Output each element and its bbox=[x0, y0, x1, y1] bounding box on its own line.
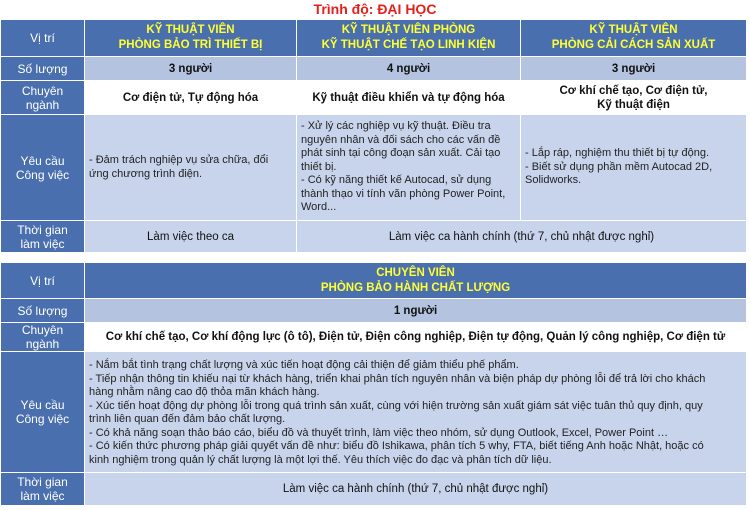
quantity-label: Số lượng bbox=[1, 57, 85, 81]
work-time-label: Thời gian làm việc bbox=[1, 221, 85, 253]
recruitment-table-1 bbox=[0, 19, 747, 253]
recruitment-table-2 bbox=[0, 262, 747, 506]
requirements-text: - Xử lý các nghiệp vụ kỹ thuật. Điều tra nguyên nhân và đối sách cho các vấn đề phát sinh tại công đoạn sản xuất. Cải tạo thiết bị. - Có kỹ năng thiết kế Autocad, sử dụng thành thạo vi tính văn phòng Power Point, Word... bbox=[297, 115, 521, 221]
major-value: Cơ điện tử, Tự động hóa bbox=[85, 81, 297, 115]
major-value: Cơ khí chế tạo, Cơ khí động lực (ô tô), Điện tử, Điện công nghiệp, Điện tự động, Quản lý công nghiệp, Cơ điện tử bbox=[85, 323, 747, 352]
page-title: Trình độ: ĐẠI HỌC bbox=[313, 1, 437, 17]
position-production-improvement: KỸ THUẬT VIÊN PHÒNG CẢI CÁCH SẢN XUẤT bbox=[521, 20, 747, 57]
work-time-value: Làm việc theo ca bbox=[85, 221, 297, 253]
requirements-label: Yêu cầu Công việc bbox=[1, 115, 85, 221]
quantity-value: 4 người bbox=[297, 57, 521, 81]
position-component-fabrication: KỸ THUẬT VIÊN PHÒNG KỸ THUẬT CHẾ TẠO LINH KIỆN bbox=[297, 20, 521, 57]
work-time-value: Làm việc ca hành chính (thứ 7, chủ nhật được nghỉ) bbox=[297, 221, 747, 253]
position-quality-warranty: CHUYÊN VIÊN PHÒNG BẢO HÀNH CHẤT LƯỢNG bbox=[85, 263, 747, 299]
major-value: Cơ khí chế tạo, Cơ điện tử, Kỹ thuật điện bbox=[521, 81, 747, 115]
quantity-value: 3 người bbox=[85, 57, 297, 81]
position-label: Vị trí bbox=[1, 263, 85, 299]
work-time-label: Thời gian làm việc bbox=[1, 473, 85, 506]
quantity-label: Số lượng bbox=[1, 299, 85, 323]
quantity-value: 3 người bbox=[521, 57, 747, 81]
requirements-text: - Lắp ráp, nghiệm thu thiết bị tự động. - Biết sử dụng phần mềm Autocad 2D, Solidworks. bbox=[521, 115, 747, 221]
major-value: Kỹ thuật điều khiển và tự động hóa bbox=[297, 81, 521, 115]
position-label: Vị trí bbox=[1, 20, 85, 57]
quantity-value: 1 người bbox=[85, 299, 747, 323]
major-label: Chuyên ngành bbox=[1, 323, 85, 352]
requirements-text: - Nắm bắt tình trạng chất lượng và xúc tiến hoạt động cải thiện để giảm thiểu phế phẩm. - Tiếp nhận thông tin khiếu nại từ khách hàng, triển khai phân tích nguyên nhân và biện pháp dự phòng lỗi để trả lời cho khách hàng nhằm nâng cao độ thỏa mãn khách hàng. - Xúc tiến hoạt động dự phòng lỗi trong quá trình sản xuất, cùng với hiện trường sản xuất giám sát việc tuân thủ quy định, quy trình liên quan đến đảm bảo chất lượng. - Có khả năng soạn thảo báo cáo, biểu đồ và thuyết trình, làm việc theo nhóm, sử dụng Outlook, Excel, Power Point … - Có kiến thức phương pháp giải quyết vấn đề như: biểu đồ Ishikawa, phân tích 5 why, FTA, biết tiếng Anh hoặc Nhật, hoặc có kinh nghiệm trong quản lý chất lượng là một lợi thế. Yêu thích việc đo đạc và phân tích dữ liệu. bbox=[85, 352, 747, 473]
position-maintenance: KỸ THUẬT VIÊN PHÒNG BẢO TRÌ THIẾT BỊ bbox=[85, 20, 297, 57]
major-label: Chuyên ngành bbox=[1, 81, 85, 115]
requirements-text: - Đảm trách nghiệp vụ sửa chữa, đổi ứng chương trình điện. bbox=[85, 115, 297, 221]
requirements-label: Yêu cầu Công việc bbox=[1, 352, 85, 473]
work-time-value: Làm việc ca hành chính (thứ 7, chủ nhật được nghỉ) bbox=[85, 473, 747, 506]
